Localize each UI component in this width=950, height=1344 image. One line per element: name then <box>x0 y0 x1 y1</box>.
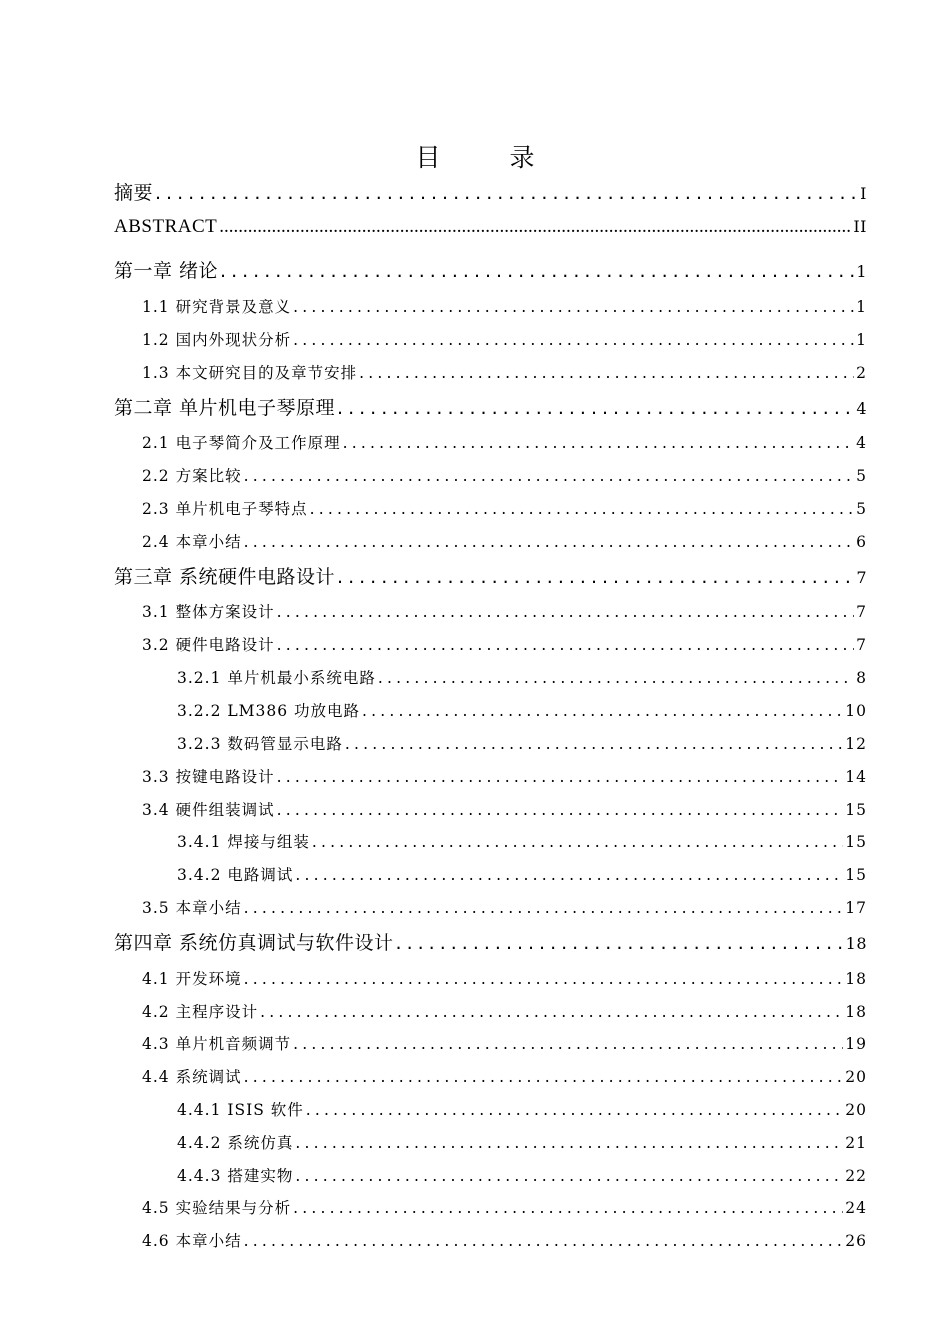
dot-leader <box>277 603 855 621</box>
dot-leader <box>295 1167 843 1185</box>
dot-leader <box>277 768 844 786</box>
toc-entry-label: 2.4 本章小结 <box>142 533 242 551</box>
toc-entry-page: 1 <box>856 298 867 316</box>
toc-entry-page: 15 <box>845 833 867 851</box>
toc-entry-2-1[interactable] <box>142 431 867 453</box>
toc-entry-label: 4.4.2 系统仿真 <box>177 1134 294 1152</box>
toc-entry-page: 18 <box>845 934 867 953</box>
toc-entry-page: 4 <box>856 434 867 452</box>
toc-entry-label: 3.4 硬件组装调试 <box>142 801 275 819</box>
dot-leader <box>244 533 855 551</box>
dot-leader <box>293 331 854 349</box>
dot-leader <box>345 735 843 753</box>
toc-entry-label: 第二章 单片机电子琴原理 <box>114 397 336 419</box>
toc-entry-3-4-1[interactable] <box>177 830 867 852</box>
toc-entry-1-2[interactable] <box>142 328 867 350</box>
toc-entry-3-1[interactable] <box>142 600 867 622</box>
toc-entry-4-4-1[interactable] <box>177 1098 867 1120</box>
dot-leader <box>295 866 843 884</box>
toc-entry-page: 1 <box>856 262 867 281</box>
toc-entry-label: 1.3 本文研究目的及章节安排 <box>142 364 358 382</box>
toc-entry-page: 1 <box>856 331 867 349</box>
dot-leader <box>155 182 858 204</box>
dot-leader <box>396 932 844 954</box>
toc-entry-label: 3.5 本章小结 <box>142 899 242 917</box>
toc-entry-chapter-4[interactable] <box>114 928 867 955</box>
dot-leader <box>244 970 844 988</box>
dot-leader <box>219 216 851 238</box>
toc-entry-label: 4.4.1 ISIS 软件 <box>177 1101 304 1119</box>
toc-entry-label: 3.2.2 LM386 功放电路 <box>177 702 361 720</box>
toc-entry-label: 3.3 按键电路设计 <box>142 768 275 786</box>
dot-leader <box>337 397 854 419</box>
toc-entry-label: 4.4.3 搭建实物 <box>177 1167 294 1185</box>
dot-leader <box>362 702 843 720</box>
toc-entry-page: 17 <box>845 899 867 917</box>
toc-entry-page: 10 <box>845 702 867 720</box>
toc-entry-1-1[interactable] <box>142 295 867 317</box>
toc-entry-chapter-1[interactable] <box>114 256 867 283</box>
toc-entry-label: 第一章 绪论 <box>114 260 219 282</box>
toc-entry-page: 22 <box>845 1167 867 1185</box>
toc-entry-label: 第三章 系统硬件电路设计 <box>114 566 336 588</box>
dot-leader <box>337 566 854 588</box>
toc-title: 目 录 <box>415 143 557 172</box>
toc-entry-page: 18 <box>845 1003 867 1021</box>
dot-leader <box>378 669 854 687</box>
toc-entry-page: 18 <box>845 970 867 988</box>
toc-entry-label: ABSTRACT <box>114 216 218 237</box>
toc-entry-3-4-2[interactable] <box>177 863 867 885</box>
dot-leader <box>220 260 854 282</box>
toc-entry-label: 4.2 主程序设计 <box>142 1003 259 1021</box>
dot-leader <box>306 1101 843 1119</box>
toc-entry-label: 3.2 硬件电路设计 <box>142 636 275 654</box>
toc-entry-4-5[interactable] <box>142 1196 867 1218</box>
toc-entry-label: 3.2.3 数码管显示电路 <box>177 735 343 753</box>
dot-leader <box>359 364 854 382</box>
toc-entry-page: 8 <box>856 669 867 687</box>
dot-leader <box>295 1134 843 1152</box>
toc-entry-chapter-2[interactable] <box>114 393 867 420</box>
toc-entry-label: 4.5 实验结果与分析 <box>142 1199 292 1217</box>
toc-entry-label: 3.4.1 焊接与组装 <box>177 833 310 851</box>
toc-entry-chapter-3[interactable] <box>114 562 867 589</box>
toc-entry-label: 3.4.2 电路调试 <box>177 866 294 884</box>
toc-entry-label: 4.4 系统调试 <box>142 1068 242 1086</box>
toc-entry-page: 20 <box>845 1068 867 1086</box>
toc-entry-label: 第四章 系统仿真调试与软件设计 <box>114 932 394 954</box>
toc-entry-abstract-en[interactable] <box>114 216 867 238</box>
dot-leader <box>244 1232 844 1250</box>
toc-entry-label: 1.2 国内外现状分析 <box>142 331 292 349</box>
toc-entry-page: 14 <box>845 768 867 786</box>
dot-leader <box>277 801 844 819</box>
toc-entry-page: 7 <box>856 603 867 621</box>
dot-leader <box>244 899 844 917</box>
toc-entry-3-2[interactable] <box>142 633 867 655</box>
toc-entry-label: 摘要 <box>114 182 154 204</box>
toc-entry-page: 20 <box>845 1101 867 1119</box>
toc-entry-page: 15 <box>845 801 867 819</box>
toc-entry-3-5[interactable] <box>142 896 867 918</box>
dot-leader <box>293 1199 843 1217</box>
toc-entry-page: 7 <box>856 568 867 587</box>
toc-entry-label: 4.6 本章小结 <box>142 1232 242 1250</box>
toc-entry-3-2-2[interactable] <box>177 699 867 721</box>
toc-entry-page: 24 <box>845 1199 867 1217</box>
toc-entry-3-4[interactable] <box>142 798 867 820</box>
dot-leader <box>244 1068 844 1086</box>
toc-entry-4-4-3[interactable] <box>177 1164 867 1186</box>
toc-entry-label: 1.1 研究背景及意义 <box>142 298 292 316</box>
toc-entry-2-3[interactable] <box>142 497 867 519</box>
toc-entry-label: 2.2 方案比较 <box>142 467 242 485</box>
toc-entry-3-2-1[interactable] <box>177 666 867 688</box>
toc-entry-3-2-3[interactable] <box>177 732 867 754</box>
dot-leader <box>293 298 854 316</box>
toc-entry-4-4[interactable] <box>142 1065 867 1087</box>
dot-leader <box>293 1035 843 1053</box>
toc-entry-4-3[interactable] <box>142 1032 867 1054</box>
toc-entry-page: 19 <box>845 1035 867 1053</box>
toc-entry-4-2[interactable] <box>142 1000 867 1022</box>
toc-entry-3-3[interactable] <box>142 765 867 787</box>
toc-entry-label: 2.3 单片机电子琴特点 <box>142 500 308 518</box>
toc-entry-4-6[interactable] <box>142 1229 867 1251</box>
toc-entry-1-3[interactable] <box>142 361 867 383</box>
toc-entry-page: 5 <box>856 467 867 485</box>
dot-leader <box>244 467 855 485</box>
toc-entry-4-1[interactable] <box>142 967 867 989</box>
toc-entry-2-2[interactable] <box>142 464 867 486</box>
toc-entry-page: 5 <box>856 500 867 518</box>
dot-leader <box>312 833 843 851</box>
toc-entry-label: 4.3 单片机音频调节 <box>142 1035 292 1053</box>
toc-entry-page: 7 <box>856 636 867 654</box>
toc-entry-page: I <box>860 184 867 203</box>
toc-entry-page: II <box>853 217 867 236</box>
toc-entry-label: 3.1 整体方案设计 <box>142 603 275 621</box>
toc-entry-page: 15 <box>845 866 867 884</box>
toc-entry-label: 3.2.1 单片机最小系统电路 <box>177 669 376 687</box>
dot-leader <box>260 1003 843 1021</box>
toc-entry-2-4[interactable] <box>142 530 867 552</box>
toc-entry-page: 2 <box>856 364 867 382</box>
toc-entry-page: 6 <box>856 533 867 551</box>
toc-entry-page: 12 <box>845 735 867 753</box>
dot-leader <box>277 636 855 654</box>
toc-entry-page: 26 <box>845 1232 867 1250</box>
dot-leader <box>343 434 855 452</box>
toc-entry-page: 4 <box>856 399 867 418</box>
toc-entry-label: 4.1 开发环境 <box>142 970 242 988</box>
toc-entry-4-4-2[interactable] <box>177 1131 867 1153</box>
dot-leader <box>310 500 855 518</box>
toc-entry-label: 2.1 电子琴简介及工作原理 <box>142 434 341 452</box>
toc-entry-abstract-cn[interactable] <box>114 178 867 205</box>
toc-entry-page: 21 <box>845 1134 867 1152</box>
